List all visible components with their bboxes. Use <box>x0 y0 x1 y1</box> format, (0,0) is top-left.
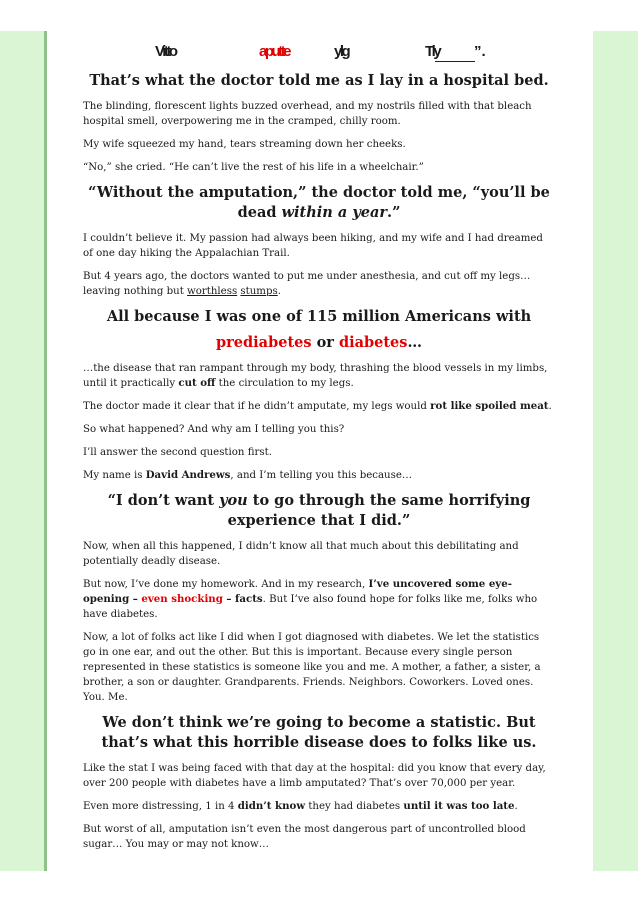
paragraph: I couldn’t believe it. My passion had always been hiking, and my wife and I had dreamed of one day hiking the Appalachian Trail. <box>83 233 543 259</box>
garbled-header-line <box>83 41 555 71</box>
paragraph: The doctor made it clear that if he didn’t amputate, my legs would rot like spoiled meat. <box>83 400 552 412</box>
paragraph: But worst of all, amputation isn’t even the most dangerous part of uncontrolled blood sugar… You may or may not know… <box>83 824 526 850</box>
paragraph: Even more distressing, 1 in 4 didn’t know they had diabetes until it was too late. <box>83 800 518 812</box>
subheadline: That’s what the doctor told me as I lay in a hospital bed. <box>89 72 549 89</box>
underlined-text: stumps <box>240 286 278 297</box>
paragraph: Now, a lot of folks act like I did when I got diagnosed with diabetes. We let the statistics go in one ear, and out the other. But this is important. Because every single person represented in these statistics is someone like you and me. A mother, a father, a sister, a brother, a son or daughter. Grandparents. Friends. Neighbors. Coworkers. Loved ones. You. Me. <box>83 632 541 703</box>
paragraph: My wife squeezed my hand, tears streaming down her cheeks. <box>83 139 406 150</box>
paragraph: But 4 years ago, the doctors wanted to put me under anesthesia, and cut off my legs… leaving nothing but worthless stumps. <box>83 271 531 297</box>
header-fragment-red: aputte <box>259 43 289 60</box>
header-fragment: Tly <box>425 43 440 60</box>
paragraph: Like the stat I was being faced with that day at the hospital: did you know that every day, over 200 people with diabetes have a limb amputated? That’s over 70,000 per year. <box>83 763 546 789</box>
paragraph: …the disease that ran rampant through my body, thrashing the blood vessels in my limbs, until it practically cut off the circulation to my legs. <box>83 363 548 389</box>
paragraph: I’ll answer the second question first. <box>83 447 272 458</box>
section-heading: All because I was one of 115 million Americans with prediabetes or diabetes… <box>106 308 532 351</box>
left-margin-band <box>0 31 44 871</box>
header-fragment: ”. <box>474 43 486 60</box>
paragraph: But now, I’ve done my homework. And in my research, I’ve uncovered some eye-opening – even shocking – facts. But I’ve also found hope for folks like me, folks who have diabetes. <box>83 578 538 620</box>
paragraph: So what happened? And why am I telling you this? <box>83 424 345 435</box>
paragraph: Now, when all this happened, I didn’t know all that much about this debilitating and potentially deadly disease. <box>83 541 519 567</box>
paragraph: The blinding, florescent lights buzzed overhead, and my nostrils filled with that bleach hospital smell, overpowering me in the cramped, chilly room. <box>83 101 532 127</box>
pull-quote: “Without the amputation,” the doctor told me, “you’ll be dead within a year.” <box>88 184 550 221</box>
paragraph: “No,” she cried. “He can’t live the rest of his life in a wheelchair.” <box>83 162 424 173</box>
right-margin-band <box>593 31 638 871</box>
header-underline <box>435 61 475 62</box>
paragraph: My name is David Andrews, and I’m telling you this because… <box>83 469 413 481</box>
pull-quote: “I don’t want you to go through the same horrifying experience that I did.” <box>107 492 531 529</box>
header-fragment: ylg <box>334 43 349 60</box>
document-page <box>47 31 593 871</box>
underlined-text: worthless <box>187 286 238 297</box>
pull-quote: We don’t think we’re going to become a statistic. But that’s what this horrible disease does to folks like us. <box>101 714 537 751</box>
header-fragment: Vitto <box>155 43 176 60</box>
